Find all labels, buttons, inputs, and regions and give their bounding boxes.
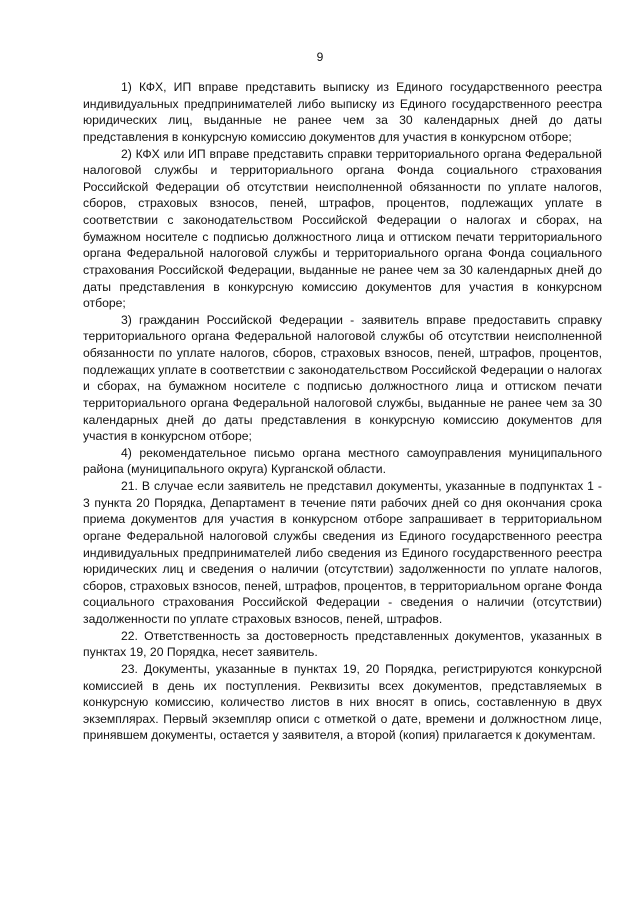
paragraph-subitem-3: 3) гражданин Российской Федерации - заявитель вправе предоставить справку территориального органа Федеральной налоговой службы об отсутствии неисполненной обязанности по уплате налогов, сборов, страховых взносов, пеней, штрафов, процентов, подлежащих уплате в соответствии с законодательством Российской Федерации о налогах и сборах, на бумажном носителе с подписью должностного лица и оттиском печати территориального органа Федеральной налоговой службы, выданные не ранее чем за 30 календарных дней до даты представления в конкурсную комиссию документов для участия в конкурсном отборе; xyxy=(83,312,602,444)
page-number: 9 xyxy=(316,50,324,64)
paragraph-clause-22: 22. Ответственность за достоверность представленных документов, указанных в пунктах 19, 20 Порядка, несет заявитель. xyxy=(83,628,602,660)
paragraph-subitem-2: 2) КФХ или ИП вправе представить справки территориального органа Федеральной налоговой службы и территориального органа Фонда социального страхования Российской Федерации об отсутствии неисполненной обязанности по уплате налогов, сборов, страховых взносов, пеней, штрафов, процентов, подлежащих уплате в соответствии с законодательством Российской Федерации о налогах и сборах, на бумажном носителе с подписью должностного лица и оттиском печати территориального органа Федеральной налоговой службы и территориального органа Фонда социального страхования Российской Федерации, выданные не ранее чем за 30 календарных дней до даты представления в конкурсную комиссию документов для участия в конкурсном отборе; xyxy=(83,146,602,311)
document-body xyxy=(83,79,602,744)
paragraph-subitem-1: 1) КФХ, ИП вправе представить выписку из Единого государственного реестра индивидуальных предпринимателей либо выписку из Единого государственного реестра юридических лиц, выданные не ранее чем за 30 календарных дней до даты представления в конкурсную комиссию документов для участия в конкурсном отборе; xyxy=(83,80,602,144)
paragraph-clause-23: 23. Документы, указанные в пунктах 19, 20 Порядка, регистрируются конкурсной комиссией в день их поступления. Реквизиты всех документов, представляемых в конкурсную комиссию, количество листов в них вносят в опись, составленную в двух экземплярах. Первый экземпляр описи с отметкой о дате, времени и должностном лице, принявшем документы, остается у заявителя, а второй (копия) прилагается к документам. xyxy=(83,661,602,743)
paragraph-clause-21: 21. В случае если заявитель не представил документы, указанные в подпунктах 1 - 3 пункта 20 Порядка, Департамент в течение пяти рабочих дней со дня окончания срока приема документов для участия в конкурсном отборе запрашивает в территориальном органе Федеральной налоговой службы сведения из Единого государственного реестра индивидуальных предпринимателей либо сведения из Единого государственного реестра юридических лиц и сведения о наличии (отсутствии) задолженности по уплате налогов, сборов, страховых взносов, пеней, штрафов, процентов, в территориальном органе Фонда социального страхования Российской Федерации - сведения о наличии (отсутствии) задолженности по уплате страховых взносов, пеней, штрафов. xyxy=(83,479,602,626)
paragraph-subitem-4: 4) рекомендательное письмо органа местного самоуправления муниципального района (муниципального округа) Курганской области. xyxy=(83,445,602,477)
